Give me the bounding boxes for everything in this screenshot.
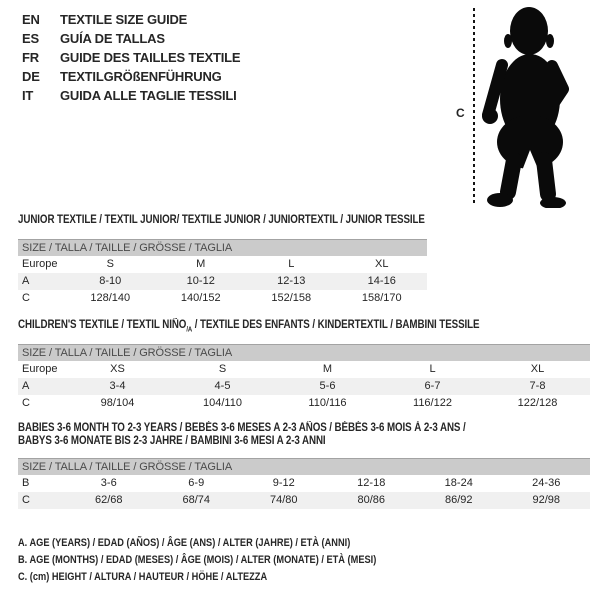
- children-size-table: [18, 344, 590, 412]
- age-cell: 7-8: [529, 380, 546, 392]
- age-cell: 12-18: [357, 477, 386, 489]
- silhouette-leg-left: [508, 160, 514, 192]
- row-label: A: [22, 275, 30, 287]
- language-row-en: [22, 10, 240, 29]
- language-label: GUÍA DE TALLAS: [60, 31, 165, 46]
- size-cell: S: [218, 363, 227, 375]
- age-cell: 3-4: [109, 380, 126, 392]
- children-title-sub: /A: [186, 326, 193, 334]
- row-label: C: [22, 397, 30, 409]
- language-row-fr: [22, 48, 240, 67]
- silhouette-foot-left: [487, 193, 513, 207]
- footnotes: [18, 535, 445, 586]
- age-cell: 24-36: [532, 477, 561, 489]
- size-cell: XL: [530, 363, 545, 375]
- age-cell: 14-16: [367, 275, 396, 287]
- age-cell: 4-5: [214, 380, 231, 392]
- age-cell: 12-13: [277, 275, 306, 287]
- row-label: C: [22, 494, 30, 506]
- height-cell: 62/68: [94, 494, 123, 506]
- height-cell: 110/116: [308, 397, 347, 409]
- silhouette-arm-left: [488, 65, 502, 115]
- language-code: EN: [22, 12, 40, 27]
- size-cell: S: [106, 258, 114, 270]
- language-code: IT: [22, 88, 34, 103]
- size-cell: XS: [110, 363, 125, 375]
- age-cell: 5-6: [319, 380, 336, 392]
- height-cell: 80/86: [357, 494, 386, 506]
- height-cell: 140/152: [180, 292, 221, 304]
- table-row-europe: [18, 256, 427, 273]
- silhouette-ear-right: [546, 34, 554, 48]
- babies-title-line-1: BABIES 3-6 MONTH TO 2-3 YEARS / BEBÉS 3-6 MESES A 2-3 AÑOS / BÉBÉS 3-6 MOIS À 2-3 ANS /: [18, 422, 466, 434]
- size-header-row: SIZE / TALLA / TAILLE / GRÖSSE / TAGLIA: [18, 239, 427, 256]
- table-row-height: [18, 492, 590, 509]
- language-label: GUIDA ALLE TAGLIE TESSILI: [60, 88, 237, 103]
- height-cell: 98/104: [100, 397, 135, 409]
- children-title-part: CHILDREN'S TEXTILE / TEXTIL NIÑO: [18, 319, 187, 331]
- language-row-es: [22, 29, 240, 48]
- size-cell: M: [322, 363, 333, 375]
- language-row-it: [22, 86, 240, 105]
- language-row-de: [22, 67, 240, 86]
- table-row-age-months: [18, 475, 590, 492]
- height-cell: 86/92: [444, 494, 473, 506]
- footnote-a: A. AGE (YEARS) / EDAD (AÑOS) / ÂGE (ANS) / ALTER (JAHRE) / ETÀ (ANNI): [18, 537, 351, 549]
- table-row-height: [18, 290, 427, 307]
- height-cell: 68/74: [182, 494, 211, 506]
- silhouette-ear-left: [504, 34, 512, 48]
- height-cell: 122/128: [517, 397, 558, 409]
- age-cell: 6-9: [188, 477, 205, 489]
- height-cell: 116/122: [413, 397, 452, 409]
- table-row-age: [18, 273, 427, 290]
- age-cell: 18-24: [444, 477, 473, 489]
- footnote-b: B. AGE (MONTHS) / EDAD (MESES) / ÂGE (MOIS) / ALTER (MONATE) / ETÀ (MESI): [18, 554, 377, 566]
- row-label: Europe: [22, 363, 58, 375]
- language-label: TEXTILE SIZE GUIDE: [60, 12, 188, 27]
- row-label: C: [22, 292, 30, 304]
- age-cell: 10-12: [186, 275, 215, 287]
- age-cell: 6-7: [424, 380, 441, 392]
- height-cell: 74/80: [269, 494, 298, 506]
- toddler-silhouette: [478, 4, 592, 208]
- language-list: [22, 10, 240, 105]
- height-cell: 128/140: [90, 292, 131, 304]
- height-measure-label: C: [456, 106, 465, 120]
- height-measure-dashed-line: [473, 8, 475, 206]
- language-label: TEXTILGRÖßENFÜHRUNG: [60, 69, 222, 84]
- table-row-age: [18, 378, 590, 395]
- language-code: DE: [22, 69, 40, 84]
- age-cell: 9-12: [272, 477, 295, 489]
- height-cell: 158/170: [361, 292, 402, 304]
- table-row-europe: [18, 361, 590, 378]
- size-cell: L: [429, 363, 436, 375]
- footnote-c: C. (cm) HEIGHT / ALTURA / HAUTEUR / HÖHE / ALTEZZA: [18, 571, 268, 583]
- babies-title-line-2: BABYS 3-6 MONATE BIS 2-3 JAHRE / BAMBINI 3-6 MESI A 2-3 ANNI: [18, 435, 326, 447]
- height-cell: 92/98: [532, 494, 561, 506]
- children-title-part: / TEXTILE DES ENFANTS / KINDERTEXTIL / BAMBINI TESSILE: [192, 319, 480, 331]
- language-code: ES: [22, 31, 39, 46]
- silhouette-head: [510, 7, 548, 55]
- size-cell: L: [288, 258, 295, 270]
- size-cell: M: [196, 258, 206, 270]
- age-cell: 8-10: [99, 275, 122, 287]
- silhouette-fist-left: [482, 108, 498, 124]
- height-cell: 152/158: [271, 292, 312, 304]
- junior-size-table: [18, 239, 427, 307]
- language-code: FR: [22, 50, 39, 65]
- size-header-row: SIZE / TALLA / TAILLE / GRÖSSE / TAGLIA: [18, 458, 590, 475]
- junior-table-title: JUNIOR TEXTILE / TEXTIL JUNIOR/ TEXTILE JUNIOR / JUNIORTEXTIL / JUNIOR TESSILE: [18, 214, 425, 226]
- row-label: Europe: [22, 258, 58, 270]
- height-cell: 104/110: [203, 397, 242, 409]
- silhouette-leg-right: [544, 160, 548, 194]
- age-cell: 3-6: [100, 477, 117, 489]
- size-header-row: SIZE / TALLA / TAILLE / GRÖSSE / TAGLIA: [18, 344, 590, 361]
- size-cell: XL: [375, 258, 389, 270]
- row-label: A: [22, 380, 30, 392]
- row-label: B: [22, 477, 30, 489]
- language-label: GUIDE DES TAILLES TEXTILE: [60, 50, 241, 65]
- children-table-title: [18, 319, 479, 336]
- babies-size-table: [18, 458, 590, 509]
- table-row-height: [18, 395, 590, 412]
- babies-table-title: [18, 422, 466, 448]
